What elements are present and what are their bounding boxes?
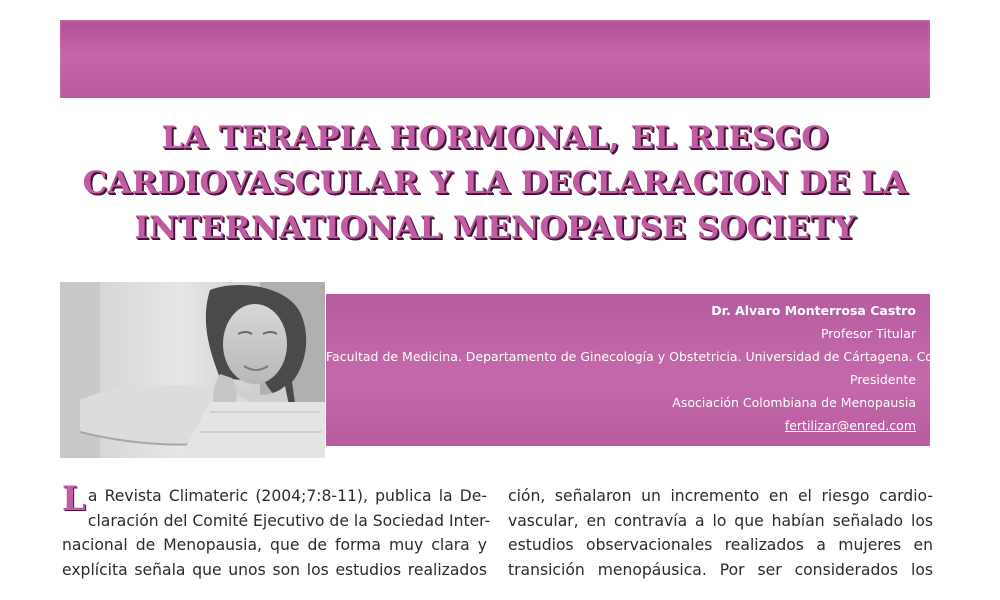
body-first-line [62,479,487,519]
body-line: vascular, en contravía a lo que habían señalado los [508,511,933,530]
body-column-right [508,484,933,582]
body-line: nacional de Menopausia, que de forma muy clara y [62,536,487,554]
article-title [60,116,930,251]
body-line: claración del Comité Ejecutivo de la Sociedad Inter- [87,511,491,530]
author-email-link[interactable]: fertilizar@enred.com [784,418,916,433]
body-line: explícita señala que unos son los estudios realizados [62,560,487,579]
body-line: estudios observacionales realizados a mujeres en [508,536,933,554]
author-role-2: Presidente [850,372,916,387]
body-line: ción, señalaron un incremento en el riesgo cardio- [508,487,933,505]
author-name: Dr. Alvaro Monterrosa Castro [711,303,916,318]
woman-portrait-image [60,282,325,458]
author-affiliation-2: Asociación Colombiana de Menopausia [672,395,916,410]
title-line-2: CARDIOVASCULAR Y LA DECLARACION DE LA [82,165,908,201]
title-line-1: LA TERAPIA HORMONAL, EL RIESGO [161,120,829,156]
drop-cap: L [62,479,86,519]
title-line-3: INTERNATIONAL MENOPAUSE SOCIETY [134,210,856,246]
body-column-left [62,479,491,582]
author-info-band [326,294,976,446]
body-line: a Revista Climateric (2004;7:8-11), publica la De- [87,487,487,505]
body-paragraph-right [508,484,933,582]
body-line: transición menopáusica. Por ser considerados los [508,560,933,579]
header-band [60,20,930,98]
body-paragraph-left [62,479,491,582]
author-affiliation-1: Facultad de Medicina. Departamento de Ginecología y Obstetricia. Universidad de Cártagena. Colombia [326,349,976,364]
author-photo [60,282,325,458]
author-role-1: Profesor Titular [820,326,916,341]
